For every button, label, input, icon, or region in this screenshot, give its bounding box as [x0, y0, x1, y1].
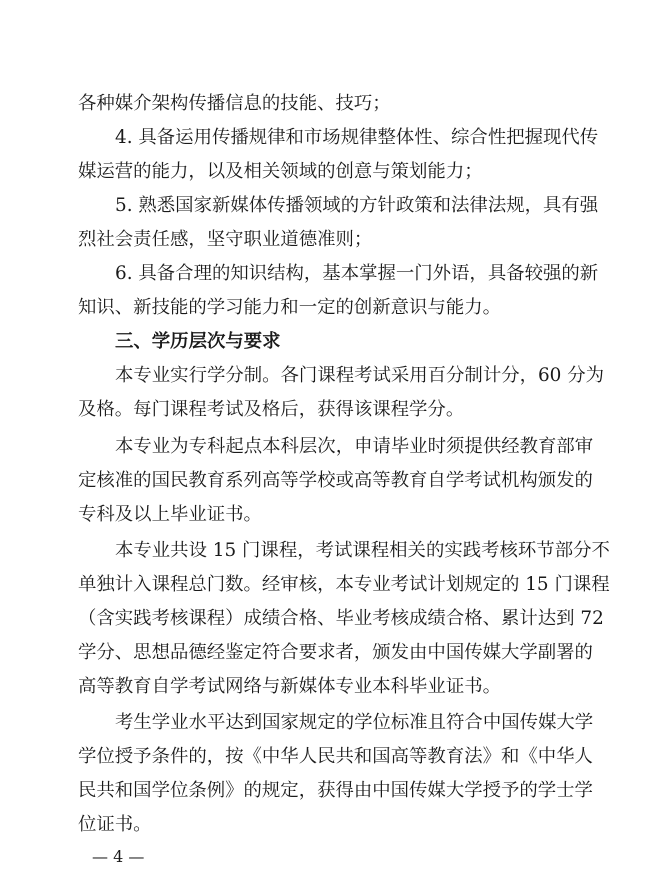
section-heading: 三、学历层次与要求	[115, 331, 281, 352]
paragraph-line: 5. 熟悉国家新媒体传播领域的方针政策和法律法规，具有强	[115, 195, 599, 216]
paragraph-line: 位证书。	[78, 814, 152, 835]
paragraph-line: 媒运营的能力，以及相关领域的创意与策划能力；	[78, 161, 483, 182]
paragraph-line: （含实践考核课程）成绩合格、毕业考核成绩合格、累计达到 72	[78, 608, 604, 629]
paragraph-line: 本专业共设 15 门课程，考试课程相关的实践考核环节部分不	[115, 540, 610, 561]
paragraph-line: 各种媒介架构传播信息的技能、技巧；	[78, 93, 391, 114]
paragraph-line: 及格。每门课程考试及格后，获得该课程学分。	[78, 399, 465, 420]
paragraph-line: 民共和国学位条例》的规定，获得由中国传媒大学授予的学士学	[78, 780, 593, 801]
paragraph-line: 定核准的国民教育系列高等学校或高等教育自学考试机构颁发的	[78, 470, 593, 491]
paragraph-line: 本专业实行学分制。各门课程考试采用百分制计分，60 分为	[115, 365, 605, 386]
page-number: — 4 —	[92, 847, 145, 866]
paragraph-line: 本专业为专科起点本科层次，申请毕业时须提供经教育部审	[115, 436, 594, 457]
paragraph-line: 单独计入课程总门数。经审核，本专业考试计划规定的 15 门课程	[78, 574, 610, 595]
paragraph-line: 学分、思想品德经鉴定符合要求者，颁发由中国传媒大学副署的	[78, 642, 593, 663]
paragraph-line: 高等教育自学考试网络与新媒体专业本科毕业证书。	[78, 676, 501, 697]
paragraph-line: 学位授予条件的，按《中华人民共和国高等教育法》和《中华人	[78, 746, 593, 767]
paragraph-line: 6. 具备合理的知识结构，基本掌握一门外语，具备较强的新	[115, 263, 599, 284]
paragraph-line: 知识、新技能的学习能力和一定的创新意识与能力。	[78, 297, 501, 318]
paragraph-line: 专科及以上毕业证书。	[78, 504, 262, 525]
paragraph-line: 考生学业水平达到国家规定的学位标准且符合中国传媒大学	[115, 712, 594, 733]
paragraph-line: 4. 具备运用传播规律和市场规律整体性、综合性把握现代传	[115, 127, 599, 148]
paragraph-line: 烈社会责任感，坚守职业道德准则；	[78, 229, 373, 250]
